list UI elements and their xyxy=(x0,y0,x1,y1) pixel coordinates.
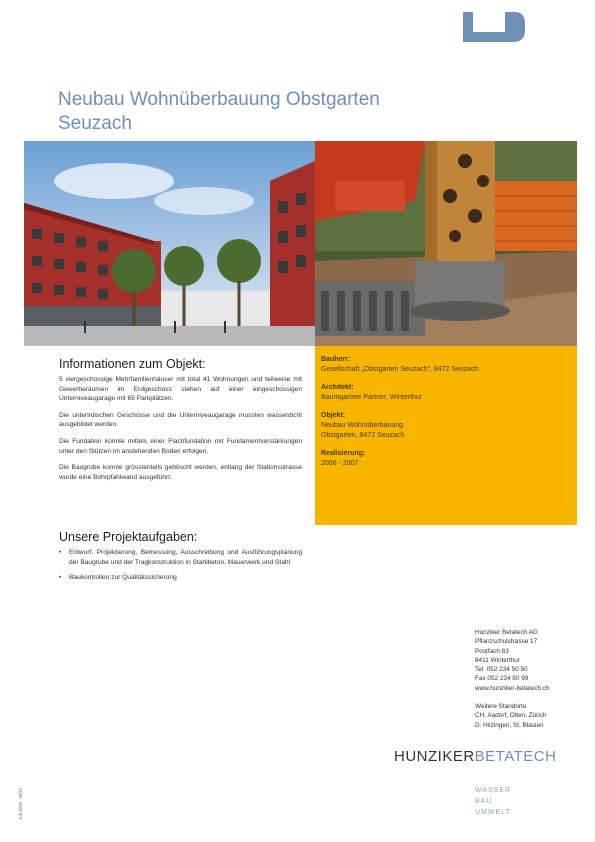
brand-tag-1: WASSER xyxy=(475,787,512,794)
info-section xyxy=(59,357,302,489)
bauherr-label: Bauherr: xyxy=(321,356,351,363)
objekt-line-2: Obstgarten, 8472 Seuzach xyxy=(321,432,405,439)
company-website[interactable]: www.hunziker-betatech.ch xyxy=(475,684,550,692)
logo-mark-icon xyxy=(463,12,525,42)
company-postbox: Postfach 83 xyxy=(475,647,509,655)
title-line-2: Seuzach xyxy=(58,113,132,134)
brand-logo xyxy=(394,748,556,765)
info-paragraph: Die Fundation konnte mittels einer Flachfundation mit Fundamentverstärkungen unter den Stützen im anstehenden Boden erfolgen. xyxy=(59,437,302,455)
locations-ch: CH: Aadorf, Olten, Zürich xyxy=(475,712,547,720)
objekt-value xyxy=(321,421,571,441)
company-street: Pflanzschulstrasse 17 xyxy=(475,638,538,646)
building-photo xyxy=(24,141,315,346)
info-paragraph: Die Baugrube konnte grösstenteils geböscht werden, entlang der Stationsstrasse wurde eine Bohrpfahlwand ausgeführt. xyxy=(59,464,302,481)
company-tel: Tel. 052 234 50 50 xyxy=(475,666,528,674)
company-name: Hunziker Betatech AG xyxy=(475,629,538,636)
brand-tagline xyxy=(475,785,511,818)
info-heading: Informationen zum Objekt: xyxy=(59,357,206,371)
objekt-label: Objekt: xyxy=(321,412,346,419)
objekt-line-1: Neubau Wohnüberbauung xyxy=(321,422,403,429)
realisierung-label: Realisierung: xyxy=(321,450,366,457)
list-item xyxy=(59,548,302,567)
project-details-box xyxy=(315,346,577,525)
info-paragraph: Die unterirdischen Geschosse und die Unterniveaugarage mussten wasserdicht ausgebildet werden. xyxy=(59,411,302,429)
company-address xyxy=(475,628,585,730)
page-title xyxy=(58,88,380,136)
list-item xyxy=(59,573,302,583)
bullet-icon: • xyxy=(59,574,62,582)
title-line-1: Neubau Wohnüberbauung Obstgarten xyxy=(58,89,380,110)
locations-d: D: Hilzingen, St. Blasien xyxy=(475,721,544,729)
architekt-value: Baumgartner Partner, Winterthur xyxy=(321,394,423,401)
company-fax: Fax 052 234 50 99 xyxy=(475,675,529,683)
locations-label: Weitere Standorte xyxy=(475,703,527,711)
brand-part-1: HUNZIKER xyxy=(394,748,475,765)
bullet-icon: • xyxy=(59,549,62,556)
realisierung-value: 2006 - 2007 xyxy=(321,460,359,467)
task-text: Entwurf, Projektierung, Bemessung, Ausschreibung und Ausführungsplanung der Baugrube und der Tragkonstruktion in Stahlbeton, Mauerwerk und Stahl xyxy=(69,549,302,566)
tasks-section xyxy=(59,530,302,589)
company-city: 8411 Winterthur xyxy=(475,656,520,664)
task-text: Baukontrollen zur Qualitätssicherung xyxy=(69,574,177,582)
document-code: Juli 2010 · 0617 xyxy=(18,787,23,820)
tasks-heading: Unsere Projektaufgaben: xyxy=(59,530,198,544)
info-paragraph: 5 viergeschossige Mehrfamilienhäuser mit total 41 Wohnungen und teilweise mit Gewerberäumen im Erdgeschoss stehen auf einer eingeschossigen Unterniveaugarage mit 65 Parkplätzen. xyxy=(59,376,302,403)
brand-tag-3: UMWELT xyxy=(475,809,511,816)
architekt-label: Architekt: xyxy=(321,384,354,391)
brand-tag-2: BAU xyxy=(475,798,493,805)
drilling-photo xyxy=(315,141,577,346)
tasks-list xyxy=(59,548,302,583)
bauherr-value: Gesellschaft „Obstgarten Seuzach“, 8472 Seuzach xyxy=(321,366,479,373)
brand-part-2: BETATECH xyxy=(474,748,557,765)
